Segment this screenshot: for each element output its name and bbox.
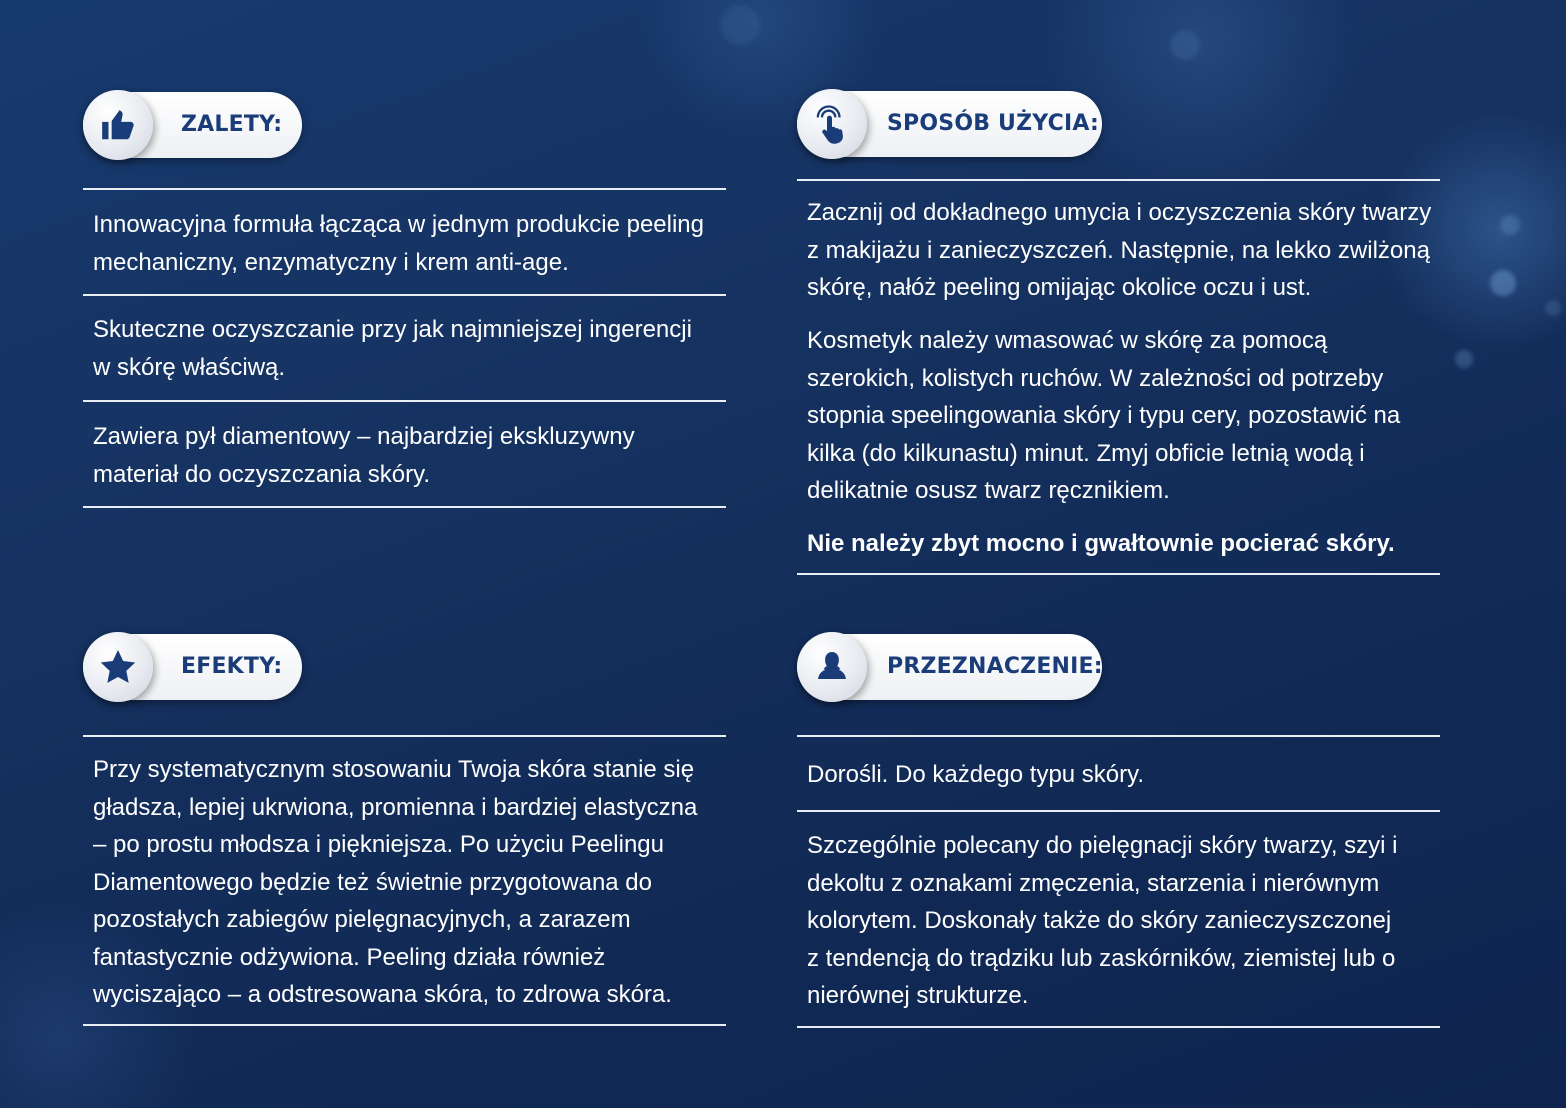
sposob-warning: Nie należy zbyt mocno i gwałtownie pocierać skóry. [807,530,1395,557]
divider [83,294,726,296]
przeznaczenie-header-pill [797,634,1102,700]
zalety-title: ZALETY: [181,112,283,137]
efekty-header-pill [83,634,302,700]
bokeh-light [1500,215,1520,235]
tap-hand-icon [797,89,867,159]
thumbs-up-icon [83,90,153,160]
sposob-paragraph-1: Zacznij od dokładnego umycia i oczyszczenia skóry twarzy z makijażu i zanieczyszczeń. Następnie, na lekko zwilżoną skórę, nałóż peeling omijając okolice oczu i ust. [807,199,1432,301]
bokeh-light [1490,270,1516,296]
zalety-item-1: Innowacyjna formuła łącząca w jednym produkcie peeling mechaniczny, enzymatyczny i krem anti-age. [93,211,704,276]
bokeh-light [1545,300,1561,316]
zalety-header-pill [83,92,302,158]
przeznaczenie-title: PRZEZNACZENIE: [887,654,1103,679]
sposob-header-pill [797,91,1102,157]
divider [797,573,1440,575]
bokeh-light [1170,30,1200,60]
star-icon [83,632,153,702]
bokeh-light [1455,350,1473,368]
divider [797,810,1440,812]
zalety-item-3: Zawiera pył diamentowy – najbardziej ekskluzywny materiał do oczyszczania skóry. [93,423,635,488]
person-icon [797,632,867,702]
divider [83,1024,726,1026]
sposob-paragraph-2: Kosmetyk należy wmasować w skórę za pomocą szerokich, kolistych ruchów. W zależności od potrzeby stopnia speelingowania skóry i typu cery, pozostawić na kilka (do kilkunastu) minut. Zmyj obficie letnią wodą i delikatnie osusz twarz ręcznikiem. [807,327,1401,504]
sposob-title: SPOSÓB UŻYCIA: [887,111,1099,136]
divider [797,1026,1440,1028]
efekty-text: Przy systematycznym stosowaniu Twoja skóra stanie się gładsza, lepiej ukrwiona, promienna i bardziej elastyczna – po prostu młodsza i piękniejsza. Po użyciu Peelingu Diamentowego będzie też świetnie przygotowana do pozostałych zabiegów pielęgnacyjnych, a zarazem fantastycznie odżywiona. Peeling działa również wyciszająco – a odstresowana skóra, to zdrowa skóra. [93,756,698,1008]
przeznaczenie-item-1: Dorośli. Do każdego typu skóry. [807,761,1145,788]
bokeh-light [720,5,760,45]
divider [83,188,726,190]
efekty-title: EFEKTY: [181,654,283,679]
divider [797,179,1440,181]
divider [83,400,726,402]
divider [83,506,726,508]
divider [797,735,1440,737]
przeznaczenie-item-2: Szczególnie polecany do pielęgnacji skóry twarzy, szyi i dekoltu z oznakami zmęczenia, starzenia i nierównym kolorytem. Doskonały także do skóry zanieczyszczonej z tendencją do trądziku lub zaskórników, ziemistej lub o nierównej strukturze. [807,832,1398,1009]
zalety-item-2: Skuteczne oczyszczanie przy jak najmniejszej ingerencji w skórę właściwą. [93,316,692,381]
divider [83,735,726,737]
